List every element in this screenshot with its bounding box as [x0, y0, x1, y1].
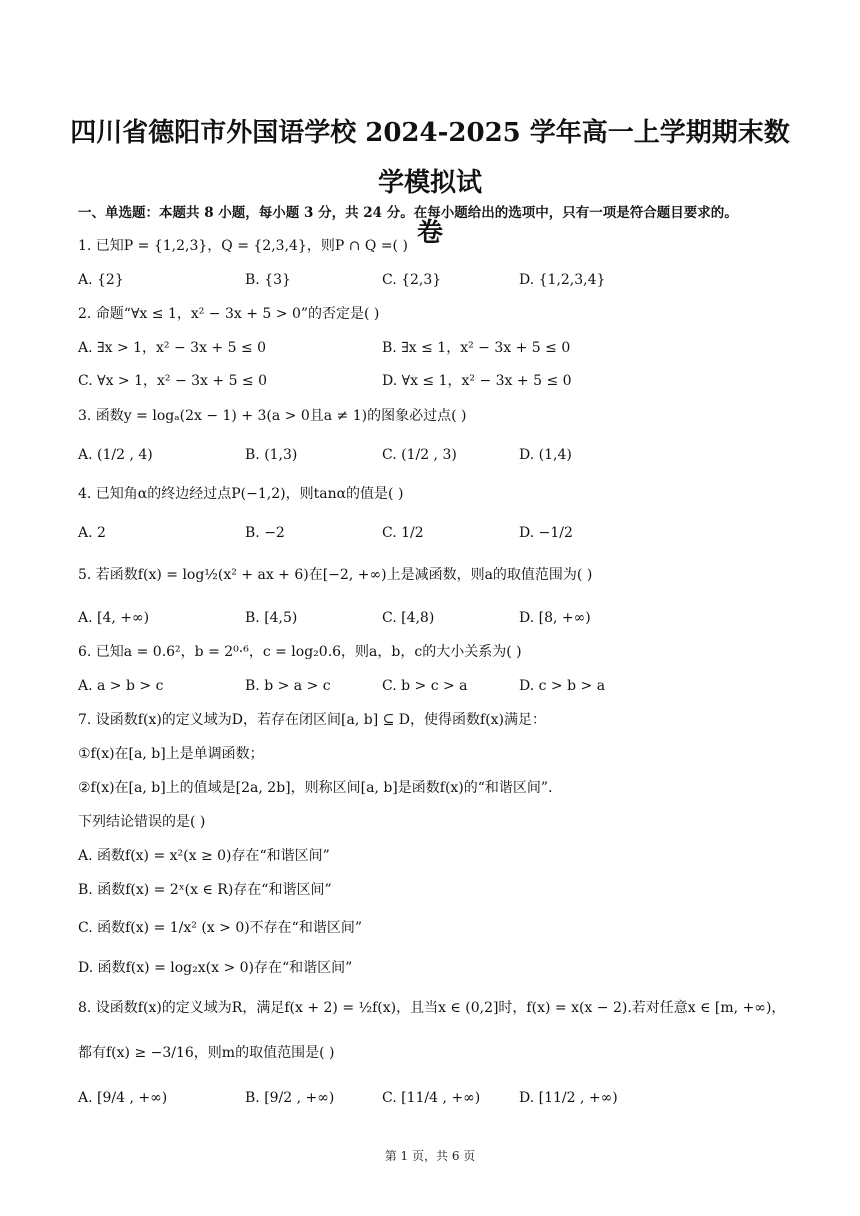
title-line-2: 卷 — [416, 218, 443, 248]
question-6-stem: 6. 已知a = 0.6²，b = 2⁰·⁶，c = log₂0.6，则a，b，c的大小关系为( ) — [78, 644, 522, 660]
question-6-option-c: C. b > c > a — [382, 678, 468, 694]
question-7-option-b: B. 函数f(x) = 2ˣ(x ∈ R)存在“和谐区间” — [78, 882, 332, 898]
question-2-option-a: A. ∃x > 1，x² − 3x + 5 ≤ 0 — [78, 340, 267, 356]
document-title — [60, 108, 800, 258]
question-2-option-c: C. ∀x > 1，x² − 3x + 5 ≤ 0 — [78, 373, 268, 389]
question-4-option-d: D. −1/2 — [519, 525, 573, 541]
question-5-option-c: C. [4,8) — [382, 610, 435, 626]
question-2-option-d: D. ∀x ≤ 1，x² − 3x + 5 ≤ 0 — [382, 373, 572, 389]
question-5-option-d: D. [8, +∞) — [519, 610, 591, 626]
question-1-stem: 1. 已知P = {1,2,3}，Q = {2,3,4}，则P ∩ Q =( ) — [78, 238, 408, 254]
question-8-stem: 8. 设函数f(x)的定义域为R，满足f(x + 2) = ½f(x)，且当x ∈ (0,2]时，f(x) = x(x − 2).若对任意x ∈ [m, +∞)， — [78, 1000, 786, 1016]
question-7-option-c: C. 函数f(x) = 1/x² (x > 0)不存在“和谐区间” — [78, 920, 362, 936]
question-7-ask: 下列结论错误的是( ) — [78, 814, 206, 830]
question-2-option-b: B. ∃x ≤ 1，x² − 3x + 5 ≤ 0 — [382, 340, 571, 356]
question-4-option-a: A. 2 — [78, 525, 106, 541]
question-7-option-d: D. 函数f(x) = log₂x(x > 0)存在“和谐区间” — [78, 960, 353, 976]
question-7-condition-2: ②f(x)在[a, b]上的值域是[2a, 2b]，则称区间[a, b]是函数f(x)的“和谐区间”． — [78, 780, 563, 796]
question-7-condition-1: ①f(x)在[a, b]上是单调函数； — [78, 746, 264, 762]
question-5-option-b: B. [4,5) — [245, 610, 298, 626]
question-1-option-b: B. {3} — [245, 272, 291, 288]
question-7-stem: 7. 设函数f(x)的定义域为D，若存在闭区间[a, b] ⊆ D，使得函数f(x)满足： — [78, 712, 547, 728]
question-1-option-c: C. {2,3} — [382, 272, 442, 288]
question-3-option-b: B. (1,3) — [245, 447, 298, 463]
question-7-option-a: A. 函数f(x) = x²(x ≥ 0)存在“和谐区间” — [78, 848, 330, 864]
question-5-option-a: A. [4, +∞) — [78, 610, 150, 626]
question-8-option-d: D. [11/2 , +∞) — [519, 1090, 618, 1106]
question-8-stem-continued: 都有f(x) ≥ −3/16，则m的取值范围是( ) — [78, 1045, 335, 1061]
question-6-option-a: A. a > b > c — [78, 678, 164, 694]
question-3-stem: 3. 函数y = logₐ(2x − 1) + 3(a > 0且a ≠ 1)的图象必过点( ) — [78, 408, 467, 424]
question-3-option-c: C. (1/2 , 3) — [382, 447, 457, 463]
page-footer: 第 1 页，共 6 页 — [384, 1149, 476, 1163]
question-4-stem: 4. 已知角α的终边经过点P(−1,2)，则tanα的值是( ) — [78, 486, 404, 502]
question-8-option-c: C. [11/4 , +∞) — [382, 1090, 481, 1106]
question-1-option-d: D. {1,2,3,4} — [519, 272, 606, 288]
section-heading: 一、单选题：本题共 8 小题，每小题 3 分，共 24 分。在每小题给出的选项中，只有一项是符合题目要求的。 — [78, 205, 738, 221]
question-6-option-d: D. c > b > a — [519, 678, 606, 694]
question-3-option-d: D. (1,4) — [519, 447, 572, 463]
question-6-option-b: B. b > a > c — [245, 678, 331, 694]
question-4-option-b: B. −2 — [245, 525, 285, 541]
question-8-option-b: B. [9/2 , +∞) — [245, 1090, 335, 1106]
question-1-option-a: A. {2} — [78, 272, 124, 288]
question-8-option-a: A. [9/4 , +∞) — [78, 1090, 168, 1106]
question-2-stem: 2. 命题“∀x ≤ 1，x² − 3x + 5 > 0”的否定是( ) — [78, 306, 380, 322]
question-3-option-a: A. (1/2 , 4) — [78, 447, 153, 463]
question-4-option-c: C. 1/2 — [382, 525, 424, 541]
title-line-1: 四川省德阳市外国语学校 2024-2025 学年高一上学期期末数学模拟试 — [70, 118, 790, 198]
question-5-stem: 5. 若函数f(x) = log½(x² + ax + 6)在[−2, +∞)上是减函数，则a的取值范围为( ) — [78, 567, 593, 583]
